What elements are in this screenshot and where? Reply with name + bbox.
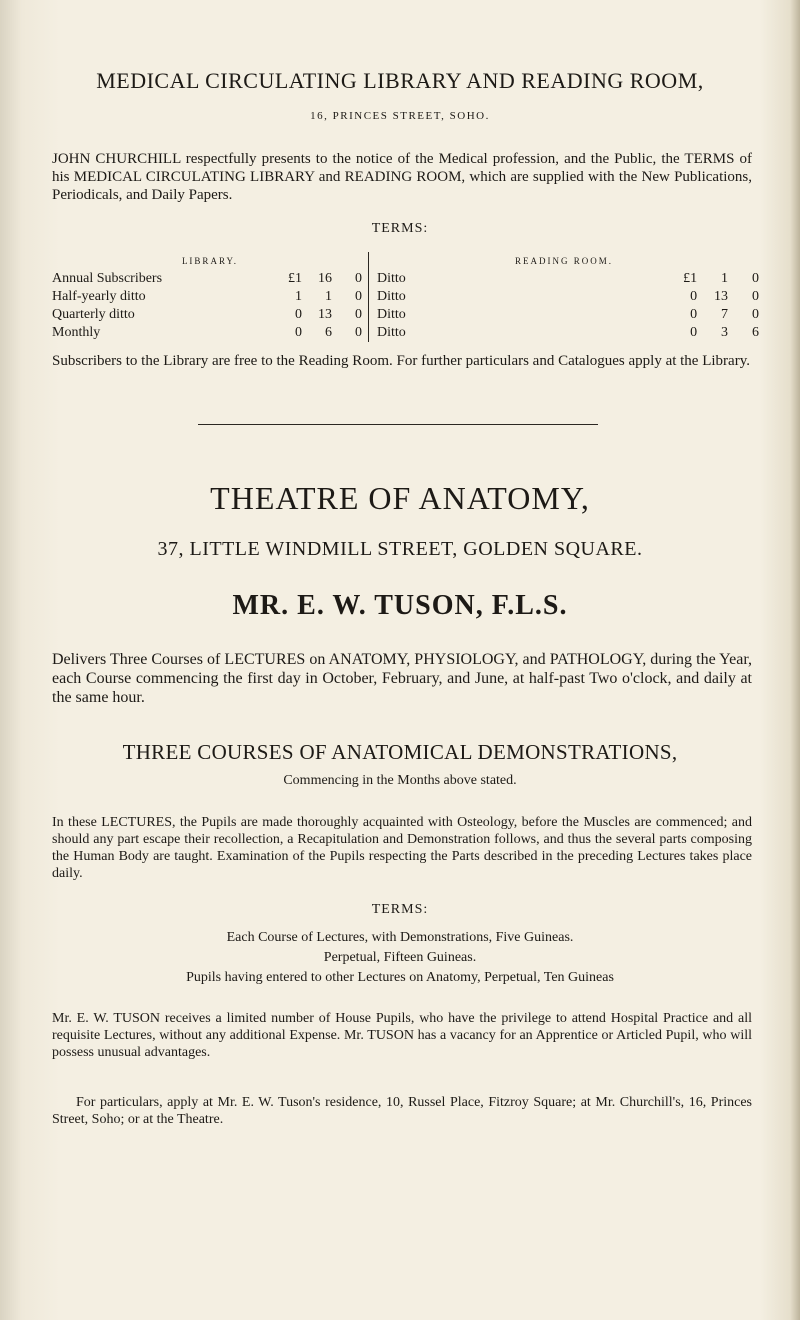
rate-value: 1 — [325, 289, 332, 304]
rate-value: 1 — [721, 271, 729, 286]
rate-label: Annual Subscribers — [52, 271, 163, 286]
rate-value: £1 — [683, 271, 698, 286]
rate-value: 0 — [752, 289, 759, 304]
library-terms-heading: TERMS: — [371, 221, 429, 236]
rate-value: 0 — [295, 307, 302, 322]
reading-room-column-head: READING ROOM. — [515, 256, 613, 266]
rate-label: Half-yearly ditto — [52, 289, 146, 304]
rate-value: 0 — [690, 307, 698, 322]
rates-row — [52, 288, 759, 306]
rate-value: 6 — [752, 325, 759, 340]
rates-row — [52, 324, 759, 342]
theatre-terms-heading: TERMS: — [371, 902, 429, 917]
rate-label: Ditto — [377, 307, 406, 322]
rate-value: 0 — [752, 271, 759, 286]
theatre-title: THEATRE OF ANATOMY, — [210, 480, 590, 516]
section-divider — [198, 424, 598, 425]
library-column-head: LIBRARY. — [52, 252, 369, 270]
rate-value: 1 — [295, 289, 302, 304]
rate-value: 0 — [332, 306, 369, 324]
rates-table — [52, 252, 759, 342]
rate-value: 3 — [721, 325, 729, 340]
courses-paragraph: Delivers Three Courses of LECTURES on ANATOMY, PHYSIOLOGY, and PATHOLOGY, during the Year, each Course commencing the first day in October, February, and June, at half-past Two o'clock, and daily at the same hour. — [52, 651, 752, 706]
particulars-paragraph: For particulars, apply at Mr. E. W. Tuson's residence, 10, Russel Place, Fitzroy Square; at Mr. Churchill's, 16, Princes Street, Soho; or at the Theatre. — [52, 1095, 752, 1127]
demonstrations-title: THREE COURSES OF ANATOMICAL DEMONSTRATIONS, — [122, 740, 678, 764]
term-line: Perpetual, Fifteen Guineas. — [323, 950, 477, 965]
rates-row — [52, 306, 759, 324]
rate-value: 0 — [752, 307, 759, 322]
rate-label: Monthly — [52, 325, 101, 340]
rates-header-row — [52, 252, 759, 270]
term-line: Pupils having entered to other Lectures on Anatomy, Perpetual, Ten Guineas — [186, 970, 614, 985]
rate-value: 0 — [690, 325, 698, 340]
rate-value: 0 — [332, 324, 369, 342]
theatre-address: 37, LITTLE WINDMILL STREET, GOLDEN SQUARE. — [157, 538, 643, 560]
rate-label: Ditto — [377, 289, 406, 304]
lectures-paragraph: In these LECTURES, the Pupils are made thoroughly acquainted with Osteology, before the Muscles are commenced; and should any part escape their recollection, a Recapitulation and Demonstration follows, and thus the several parts composing the Human Body are taught. Examination of the Pupils respecting the Parts described in the preceding Lectures takes place daily. — [52, 815, 752, 881]
rate-value: 7 — [721, 307, 729, 322]
rate-value: 16 — [318, 271, 332, 286]
rate-value: 6 — [325, 325, 332, 340]
library-footer: Subscribers to the Library are free to the Reading Room. For further particulars and Catalogues apply at the Library. — [52, 353, 750, 369]
library-intro: JOHN CHURCHILL respectfully presents to the notice of the Medical profession, and the Public, the TERMS of his MEDICAL CIRCULATING LIBRARY and READING ROOM, which are supplied with the New Publications, Periodicals, and Daily Papers. — [52, 151, 752, 203]
rate-value: 13 — [714, 289, 729, 304]
rates-row — [52, 270, 759, 288]
house-pupils-paragraph: Mr. E. W. TUSON receives a limited number of House Pupils, who have the privilege to attend Hospital Practice and all requisite Lectures, without any additional Expense. Mr. TUSON has a vacancy for an Apprentice or Articled Pupil, who will possess unusual advantages. — [52, 1011, 752, 1060]
library-address: 16, PRINCES STREET, SOHO. — [310, 110, 490, 122]
rate-label: Ditto — [377, 271, 406, 286]
rate-label: Ditto — [377, 325, 406, 340]
rate-label: Quarterly ditto — [52, 307, 135, 322]
term-line: Each Course of Lectures, with Demonstrations, Five Guineas. — [226, 930, 574, 945]
rate-value: 13 — [318, 307, 332, 322]
rate-value: £1 — [288, 271, 302, 286]
rate-value: 0 — [332, 270, 369, 288]
rate-value: 0 — [690, 289, 698, 304]
demonstrations-subtitle: Commencing in the Months above stated. — [283, 773, 517, 788]
rate-value: 0 — [332, 288, 369, 306]
rate-value: 0 — [295, 325, 302, 340]
lecturer-name: MR. E. W. TUSON, F.L.S. — [232, 590, 568, 621]
library-title: MEDICAL CIRCULATING LIBRARY AND READING ROOM, — [96, 68, 704, 93]
